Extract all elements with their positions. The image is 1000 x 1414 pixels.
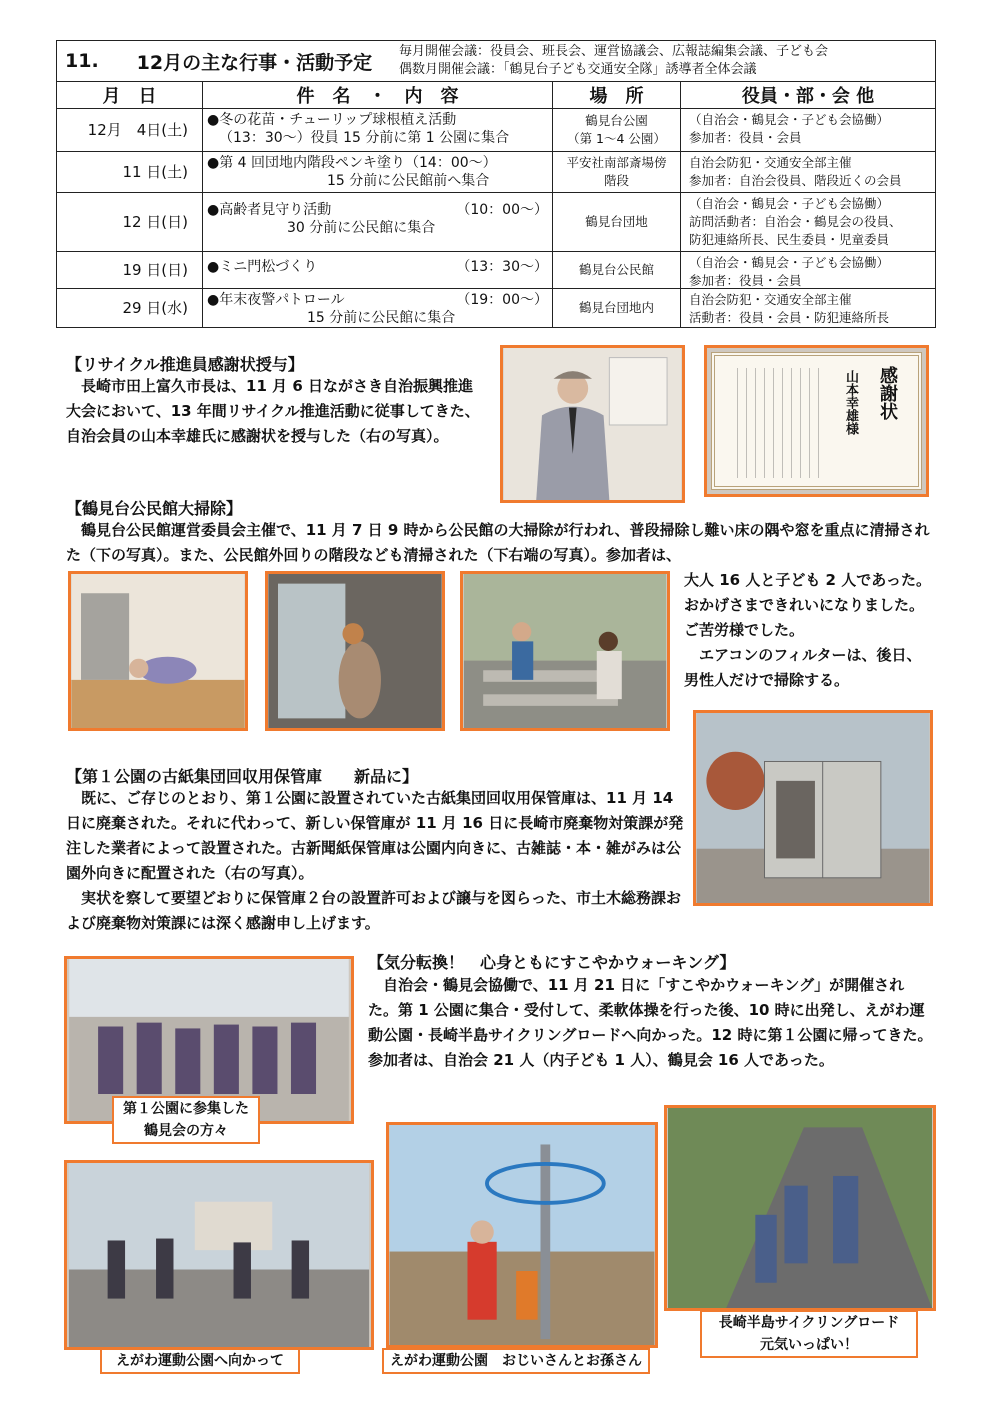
col-place: 場 所 bbox=[553, 82, 681, 108]
row-title: ●冬の花苗・チューリップ球根植え活動 bbox=[207, 112, 457, 128]
window-scene bbox=[268, 574, 442, 728]
place-line: 鶴見台公民館 bbox=[578, 262, 654, 277]
row-title: ●第 4 回団地内階段ペンキ塗り（14：00～） bbox=[207, 155, 497, 171]
org-line: （自治会・鶴見会・子ども会協働） bbox=[689, 112, 890, 127]
caption-grandpa: えがわ運動公園 おじいさんとお孫さん bbox=[382, 1348, 650, 1374]
photo-to-egawa-park bbox=[64, 1160, 374, 1350]
recycle-body: 長崎市田上富久市長は、11 月 6 日ながさき自治振興推進大会において、13 年間リサイクル推進活動に従事してきた、自治会員の山本幸雄氏に感謝状を授与した（右の写真）。 bbox=[66, 377, 480, 445]
schedule-header bbox=[57, 41, 935, 82]
table-row bbox=[57, 109, 935, 152]
row-org bbox=[681, 109, 935, 151]
table-row bbox=[57, 152, 935, 193]
certificate-title: 感謝状 bbox=[877, 366, 898, 420]
photo-cycling-road bbox=[664, 1105, 936, 1311]
storage-heading: 【第１公園の古紙集団回収用保管庫 新品に】 bbox=[66, 767, 419, 786]
place-line: 鶴見台公園 bbox=[585, 113, 648, 128]
street-scene bbox=[67, 1163, 371, 1347]
org-line: 参加者：役員・会員 bbox=[689, 130, 802, 145]
row-place bbox=[553, 252, 681, 288]
certificate-text-lines bbox=[737, 368, 827, 478]
caption-gathering bbox=[112, 1096, 260, 1144]
caption-line: 長崎半島サイクリングロード bbox=[718, 1315, 900, 1331]
certificate-name: 山本幸雄様 bbox=[843, 370, 858, 435]
row-date: 29 日(水) bbox=[57, 289, 203, 327]
caption-line: 第１公園に参集した bbox=[123, 1101, 249, 1117]
park-scene bbox=[389, 1125, 655, 1345]
col-date: 月 日 bbox=[57, 82, 203, 108]
place-line: 鶴見台団地内 bbox=[578, 300, 654, 315]
stairs-scene bbox=[463, 574, 667, 728]
photo-grandpa-grandchild bbox=[386, 1122, 658, 1348]
cleanup-side bbox=[684, 568, 934, 693]
org-line: （自治会・鶴見会・子ども会協働） bbox=[689, 255, 890, 270]
org-line: 自治会防犯・交通安全部主催 bbox=[689, 292, 852, 307]
row-date: 12 日(日) bbox=[57, 193, 203, 251]
section-title: 12月の主な行事・活動予定 bbox=[136, 51, 373, 74]
row-time: （13：30～） bbox=[456, 259, 548, 275]
row-date: 12月 4日(土) bbox=[57, 109, 203, 151]
cleanup-participants: 大人 16 人と子ども 2 人であった。おかげさまできれいになりました。ご苦労様でした。 bbox=[684, 571, 932, 639]
place-line: 階段 bbox=[603, 173, 629, 188]
storage-body-2: 実状を察して要望どおりに保管庫２台の設置許可および譲与を図らった、市土木総務課および廃棄物対策課には深く感謝申し上げます。 bbox=[66, 889, 682, 932]
row-detail: （13：30～）役員 15 分前に第 1 公園に集合 bbox=[219, 130, 510, 146]
row-subject bbox=[203, 109, 553, 151]
table-row bbox=[57, 289, 935, 327]
row-time: （19：00～） bbox=[456, 292, 548, 308]
row-subject bbox=[203, 289, 553, 327]
note-monthly: 毎月開催会議：役員会、班長会、運営協議会、広報誌編集会議、子ども会 bbox=[399, 44, 829, 59]
row-org bbox=[681, 289, 935, 327]
col-organizer: 役員・部・会 他 bbox=[741, 86, 875, 107]
meeting-notes bbox=[399, 41, 935, 81]
org-line: 防犯連絡所長、民生委員・児童委員 bbox=[689, 232, 890, 247]
schedule-table bbox=[56, 40, 936, 328]
org-line: 自治会防犯・交通安全部主催 bbox=[689, 155, 852, 170]
column-headers bbox=[57, 82, 935, 109]
row-place bbox=[553, 152, 681, 192]
note-even-months: 偶数月開催会議：「鶴見台子ども交通安全隊」誘導者全体会議 bbox=[399, 62, 757, 77]
section-number: 11. bbox=[65, 50, 99, 72]
org-line: 訪問活動者：自治会・鶴見会の役員、 bbox=[689, 214, 902, 229]
cleanup-heading: 【鶴見台公民館大掃除】 bbox=[66, 499, 243, 518]
cleaning-scene bbox=[71, 574, 245, 728]
photo-stairs-cleaning bbox=[460, 571, 670, 731]
row-date: 11 日(土) bbox=[57, 152, 203, 192]
recycle-heading: 【リサイクル推進員感謝状授与】 bbox=[66, 355, 304, 374]
row-org bbox=[681, 252, 935, 288]
storage-body-1: 既に、ご存じのとおり、第１公園に設置されていた古紙集団回収用保管庫は、11 月 14 日に廃棄された。それに代わって、新しい保管庫が 11 月 16 日に長崎市廃棄物対策課が発注した業者によって設置された。古新聞紙保管庫は公園内向きに、古雑誌・本・雑がみは公園外向きに配置された（右の写真）。 bbox=[66, 789, 684, 882]
cleanup-body: 鶴見台公民館運営委員会主催で、11 月 7 日 9 時から公民館の大掃除が行われ、普段掃除し難い床の隅や窓を重点に清掃された（下の写真）。また、公民館外回りの階段なども清掃された（下右端の写真）。参加者は、 bbox=[66, 521, 930, 564]
photo-certificate bbox=[704, 345, 929, 497]
org-line: 参加者：役員・会員 bbox=[689, 273, 802, 288]
table-row bbox=[57, 193, 935, 252]
table-row bbox=[57, 252, 935, 289]
schedule-title bbox=[57, 41, 399, 81]
org-line: （自治会・鶴見会・子ども会協働） bbox=[689, 196, 890, 211]
photo-award-recipient bbox=[500, 345, 685, 503]
caption-to-park: えがわ運動公園へ向かって bbox=[100, 1348, 300, 1374]
row-detail: 15 分前に公民館前へ集合 bbox=[327, 173, 490, 189]
row-place bbox=[553, 109, 681, 151]
caption-cycling bbox=[700, 1310, 918, 1358]
org-line: 活動者：役員・会員・防犯連絡所長 bbox=[689, 310, 890, 325]
road-scene bbox=[667, 1108, 933, 1308]
row-subject bbox=[203, 152, 553, 192]
caption-line: 元気いっぱい！ bbox=[760, 1337, 858, 1353]
row-org bbox=[681, 152, 935, 192]
org-line: 参加者：自治会役員、階段近くの会員 bbox=[689, 173, 902, 188]
row-detail: 15 分前に公民館に集合 bbox=[307, 310, 456, 326]
row-place bbox=[553, 289, 681, 327]
row-subject bbox=[203, 193, 553, 251]
walking-body: 自治会・鶴見会協働で、11 月 21 日に「すこやかウォーキング」が開催された。第 1 公園に集合・受付して、柔軟体操を行った後、10 時に出発し、えがわ運動公園・長崎半島サイクリングロードへ向かった。12 時に第１公園に帰ってきた。参加者は、自治会 21 人（内子ども 1 人）、鶴見会 16 人であった。 bbox=[368, 976, 933, 1069]
row-org bbox=[681, 193, 935, 251]
row-title: ●ミニ門松づくり bbox=[207, 259, 318, 275]
place-line: 平安社南部斎場傍 bbox=[566, 155, 667, 170]
walking-heading: 【気分転換！ 心身ともにすこやかウォーキング】 bbox=[368, 953, 736, 972]
person-photo bbox=[503, 348, 682, 500]
row-title: ●年末夜警パトロール bbox=[207, 292, 345, 308]
photo-window-cleaning bbox=[265, 571, 445, 731]
place-line: （第 1～4 公園） bbox=[567, 131, 666, 146]
cleanup-aircon-note: エアコンのフィルターは、後日、男性人だけで掃除する。 bbox=[684, 646, 922, 689]
row-time: （10：00～） bbox=[456, 202, 548, 218]
row-title: ●高齢者見守り活動 bbox=[207, 202, 332, 218]
row-place bbox=[553, 193, 681, 251]
storage-body bbox=[66, 786, 686, 936]
row-date: 19 日(日) bbox=[57, 252, 203, 288]
storage-scene bbox=[696, 713, 930, 903]
photo-floor-cleaning bbox=[68, 571, 248, 731]
row-detail: 30 分前に公民館に集合 bbox=[287, 220, 436, 236]
photo-storage-shed bbox=[693, 710, 933, 906]
col-subject: 件 名 ・ 内 容 bbox=[203, 82, 553, 108]
place-line: 鶴見台団地 bbox=[585, 214, 648, 229]
caption-line: 鶴見会の方々 bbox=[144, 1123, 228, 1139]
row-subject bbox=[203, 252, 553, 288]
